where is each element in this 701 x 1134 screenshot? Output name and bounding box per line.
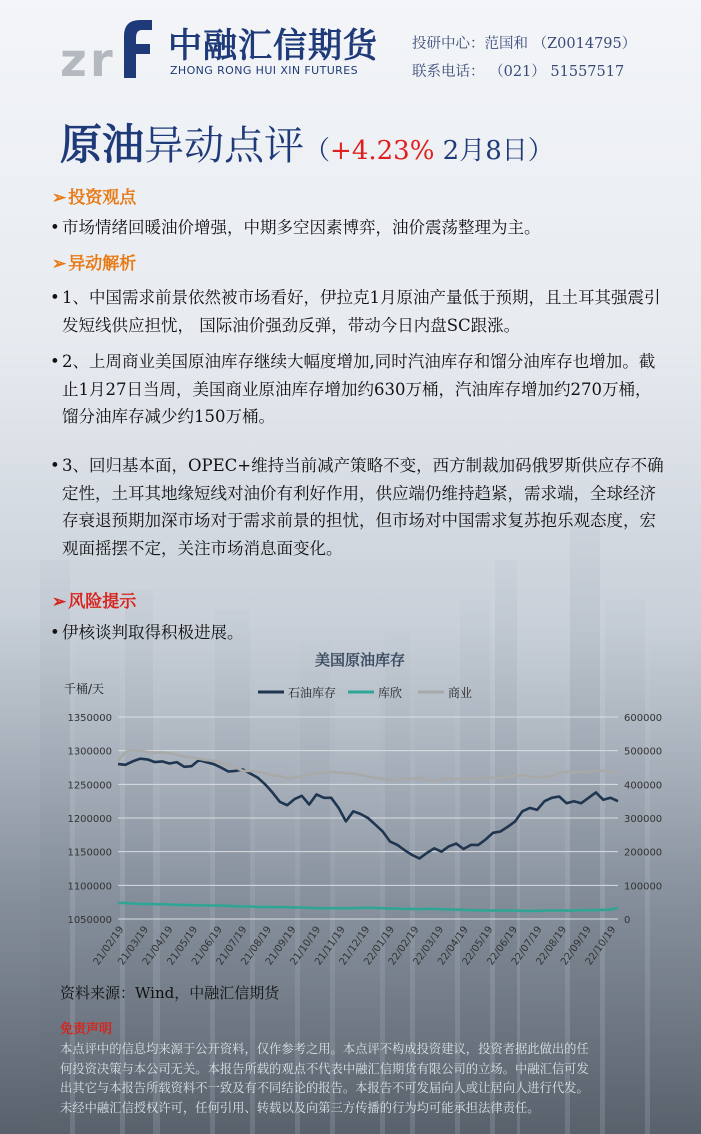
legend-label: 库欣	[378, 686, 403, 700]
disclaimer-line: 未经中融汇信授权许可，任何引用、转载以及向第三方传播的行为均可能承担法律责任。	[60, 1100, 540, 1115]
disclaimer-line: 何投资决策与本公司无关。本报告所载的观点不代表中融汇信期货有限公司的立场。中融汇信可发	[60, 1061, 589, 1076]
y-tick-left: 1100000	[67, 881, 112, 893]
y-tick-right: 0	[624, 915, 631, 926]
analyst-contact: 投研中心：范国和 （Z0014795）	[412, 36, 637, 52]
disclaimer-line: 出其它与本报告所载资料不一致及有不同结论的报告。本报告不可发届向人或让居向人进行代发。	[60, 1081, 589, 1096]
section-heading-analysis: ➢ 异动解析	[52, 254, 137, 274]
y-tick-left: 1250000	[67, 780, 112, 792]
x-tick-label: 21/03/19	[116, 924, 152, 968]
disclaimer-title: 免责声明	[60, 1022, 113, 1037]
company-name-cn: 中融汇信期货	[168, 26, 378, 66]
legend-label: 商业	[448, 686, 473, 700]
bullet-icon: •	[50, 623, 60, 642]
y-tick-left: 1050000	[67, 915, 112, 926]
x-tick-label: 22/01/19	[362, 924, 398, 968]
bullet-icon: •	[50, 352, 60, 371]
title-paren-close: ）	[527, 136, 554, 166]
x-tick-label: 22/06/19	[485, 924, 521, 968]
title-paren-open: （	[304, 136, 331, 166]
title-commodity: 原油	[60, 120, 145, 169]
list-item: • 2、上周商业美国原油库存继续大幅度增加,同时汽油库存和馏分油库存也增加。截止1月27日当周，美国商业原油库存增加约630万桶，汽油库存增加约270万桶，馏分油库存减少约150万桶。	[50, 348, 666, 431]
x-tick-label: 21/09/19	[263, 924, 299, 968]
svg-text:r: r	[90, 33, 113, 80]
series-line-crude	[118, 759, 618, 859]
legend-label: 石油库存	[288, 686, 337, 700]
y-tick-right: 200000	[624, 847, 663, 859]
title-change-percent: +4.23%	[330, 136, 435, 166]
phone-contact: 联系电话： （021） 51557517	[412, 64, 625, 80]
list-item: • 伊核谈判取得积极进展。	[50, 619, 666, 647]
section-heading-risk: ➢ 风险提示	[52, 592, 137, 612]
title-report-type: 异动点评	[144, 123, 305, 169]
x-tick-label: 21/06/19	[190, 924, 225, 968]
arrow-right-icon: ➢	[52, 592, 67, 612]
zrf-logo-icon	[60, 14, 156, 80]
x-tick-label: 22/05/19	[460, 924, 496, 968]
y-tick-left: 1150000	[67, 847, 112, 859]
x-tick-label: 21/08/19	[239, 924, 275, 968]
y-tick-right: 100000	[624, 881, 663, 893]
x-tick-label: 21/10/19	[288, 924, 324, 968]
inventory-chart	[50, 643, 670, 973]
disclaimer-line: 本点评中的信息均来源于公开资料，仅作参考之用。本点评不构成投资建议，投资者据此做出的任	[60, 1042, 589, 1056]
x-tick-label: 22/10/19	[583, 924, 619, 968]
chart-title: 美国原油库存	[314, 651, 406, 669]
y-tick-right: 500000	[624, 746, 663, 758]
arrow-right-icon: ➢	[52, 188, 67, 208]
x-tick-label: 21/11/19	[313, 924, 348, 968]
svg-text:z: z	[60, 33, 87, 80]
disclaimer-text	[60, 1040, 660, 1118]
bullet-icon: •	[50, 218, 60, 237]
series-line-cushing	[118, 903, 618, 911]
y-tick-left: 1350000	[67, 713, 112, 724]
x-tick-label: 22/04/19	[436, 924, 471, 968]
list-item: • 市场情绪回暖油价增强，中期多空因素博弈，油价震荡整理为主。	[50, 214, 666, 242]
y-tick-right: 300000	[624, 814, 663, 825]
x-tick-label: 22/03/19	[411, 924, 447, 968]
y-tick-left: 1200000	[67, 814, 112, 825]
x-tick-label: 21/07/19	[214, 924, 250, 968]
section-heading-investment: ➢ 投资观点	[52, 188, 137, 208]
x-tick-label: 21/02/19	[91, 924, 127, 968]
list-item: • 1、中国需求前景依然被市场看好，伊拉克1月原油产量低于预期，且土耳其强震引发短线供应担忧， 国际油价强劲反弹，带动今日内盘SC跟涨。	[50, 284, 666, 339]
company-name-en: ZHONG RONG HUI XIN FUTURES	[170, 64, 358, 77]
y-tick-right: 400000	[624, 780, 663, 792]
arrow-right-icon: ➢	[52, 254, 67, 274]
x-tick-label: 21/12/19	[337, 924, 373, 968]
x-tick-label: 21/05/19	[165, 924, 201, 968]
x-tick-label: 22/07/19	[509, 924, 545, 968]
data-source: 资料来源：Wind，中融汇信期货	[60, 984, 280, 1002]
y-axis-label: 千桶/天	[64, 682, 105, 696]
page-title	[60, 112, 554, 172]
x-tick-label: 22/08/19	[534, 924, 570, 968]
inventory-chart-svg	[50, 643, 670, 973]
list-item: • 3、回归基本面，OPEC+维持当前减产策略不变，西方制裁加码俄罗斯供应存不确定性，土耳其地缘短线对油价有利好作用，供应端仍维持趋紧，需求端，全球经济存衰退预期加深市场对于需求前景的担忧，但市场对中国需求复苏抱乐观态度，宏观面摇摆不定，关注市场消息面变化。	[50, 452, 666, 562]
y-tick-left: 1300000	[67, 746, 112, 758]
title-date: 2月8日	[434, 136, 528, 166]
x-tick-label: 22/09/19	[559, 924, 594, 968]
x-tick-label: 22/02/19	[386, 924, 422, 968]
x-tick-label: 21/04/19	[140, 924, 176, 968]
bullet-icon: •	[50, 456, 60, 475]
bullet-icon: •	[50, 288, 60, 307]
y-tick-right: 600000	[624, 713, 663, 724]
